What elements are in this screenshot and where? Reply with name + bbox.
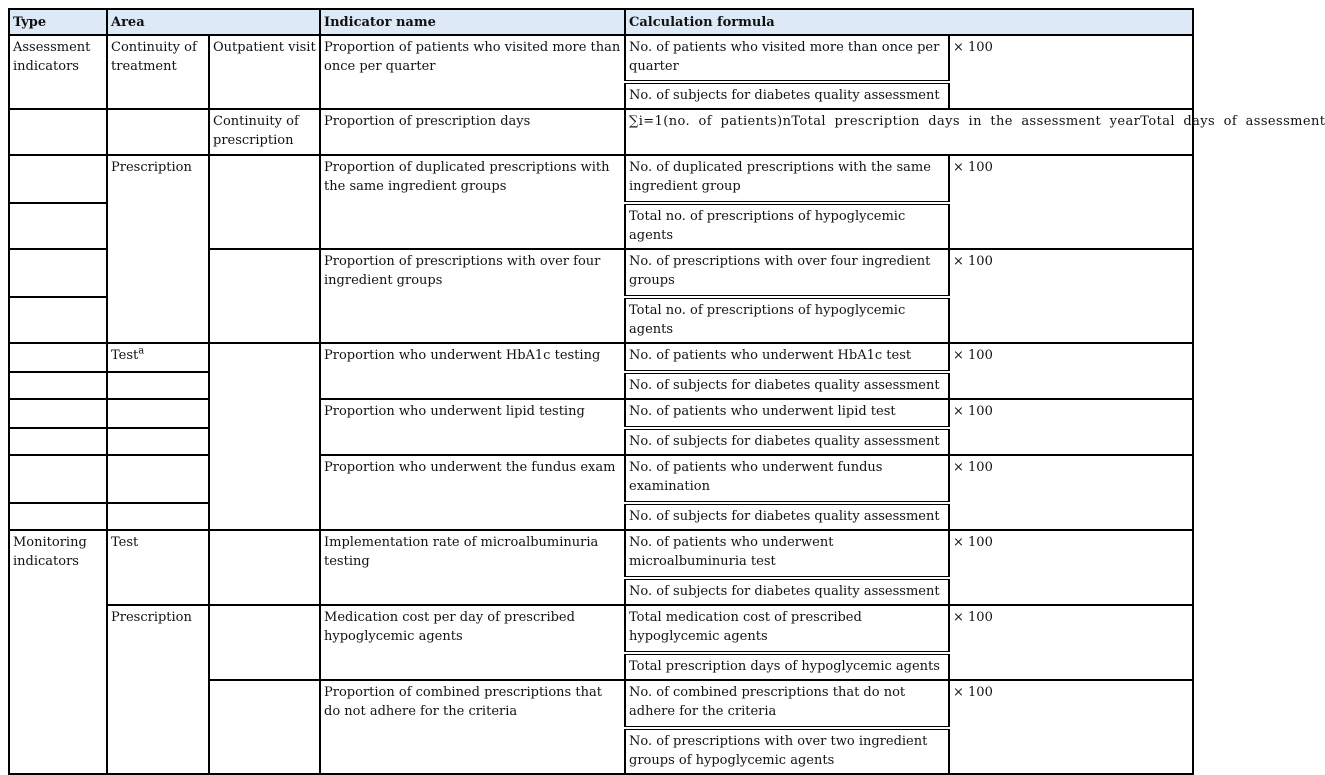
empty-cell [9,372,107,399]
table-row [9,605,1193,653]
formula-denominator: No. of subjects for diabetes quality assessment [625,428,949,455]
table-row [9,35,1193,82]
empty-cell [9,503,107,530]
formula-summation: ∑i=1(no. of patients)nTotal prescription days in the assessment yearTotal days of assessment [625,109,1193,155]
header-area: Area [107,9,320,35]
formula-numerator: No. of patients who visited more than once per quarter [625,35,949,82]
indicators-table [8,8,1325,775]
table-row [9,399,1193,428]
formula-multiplier: × 100 [949,455,1193,530]
header-row [9,9,1193,35]
empty-cell [107,503,209,530]
empty-cell [209,155,320,249]
empty-cell [107,109,209,155]
formula-denominator: No. of subjects for diabetes quality assessment [625,372,949,399]
area-prescription: Prescription [107,155,209,343]
empty-cell [209,530,320,605]
indicator-name: Medication cost per day of prescribed hypoglycemic agents [320,605,625,680]
header-type: Type [9,9,107,35]
indicator-name: Proportion of prescriptions with over four ingredient groups [320,249,625,343]
header-calculation-formula: Calculation formula [625,9,1193,35]
formula-multiplier: × 100 [949,399,1193,455]
empty-cell [107,455,209,503]
area-test-monitoring: Test [107,530,209,605]
formula-denominator: Total prescription days of hypoglycemic agents [625,653,949,680]
area-outpatient-visit: Outpatient visit [209,35,320,109]
formula-numerator: No. of patients who underwent microalbuminuria test [625,530,949,578]
indicator-name: Proportion of prescription days [320,109,625,155]
formula-denominator: No. of subjects for diabetes quality assessment [625,503,949,530]
formula-denominator: No. of subjects for diabetes quality assessment [625,82,949,109]
table-row [9,109,1193,155]
empty-cell [9,399,107,428]
area-test-label: Test [111,348,139,363]
empty-cell [9,155,107,203]
formula-multiplier: × 100 [949,343,1193,399]
formula-numerator: No. of prescriptions with over four ingredient groups [625,249,949,297]
formula-numerator: No. of combined prescriptions that do not adhere for the criteria [625,680,949,728]
indicator-name: Proportion of patients who visited more than once per quarter [320,35,625,109]
empty-cell [9,297,107,343]
empty-cell [107,428,209,455]
formula-denominator: No. of prescriptions with over two ingredient groups of hypoglycemic agents [625,728,949,774]
formula-multiplier: × 100 [949,680,1193,774]
formula-multiplier: × 100 [949,605,1193,680]
area-prescription-monitoring: Prescription [107,605,209,774]
formula-numerator: Total medication cost of prescribed hypoglycemic agents [625,605,949,653]
formula-multiplier: × 100 [949,249,1193,343]
header-indicator-name: Indicator name [320,9,625,35]
formula-numerator: No. of duplicated prescriptions with the same ingredient group [625,155,949,203]
empty-cell [9,455,107,503]
formula-multiplier: × 100 [949,35,1193,109]
formula-numerator: No. of patients who underwent HbA1c test [625,343,949,372]
area-continuity-of-prescription: Continuity of prescription [209,109,320,155]
empty-cell [209,249,320,343]
indicator-name: Proportion who underwent HbA1c testing [320,343,625,399]
indicator-name: Proportion who underwent the fundus exam [320,455,625,530]
empty-cell [209,680,320,774]
formula-numerator: No. of patients who underwent fundus examination [625,455,949,503]
footnote-marker: a [138,345,145,357]
empty-cell [9,203,107,249]
indicator-name: Implementation rate of microalbuminuria testing [320,530,625,605]
type-assessment: Assessment indicators [9,35,107,109]
indicator-name: Proportion of duplicated prescriptions with the same ingredient groups [320,155,625,249]
formula-denominator: No. of subjects for diabetes quality assessment [625,578,949,605]
empty-cell [107,399,209,428]
table-row [9,343,1193,372]
formula-multiplier: × 100 [949,155,1193,249]
table-row [9,455,1193,503]
table-row [9,530,1193,578]
empty-cell [209,343,320,530]
formula-numerator: No. of patients who underwent lipid test [625,399,949,428]
area-test [107,343,209,372]
type-monitoring: Monitoring indicators [9,530,107,774]
empty-cell [9,343,107,372]
formula-multiplier: × 100 [949,530,1193,605]
empty-cell [9,109,107,155]
indicator-name: Proportion of combined prescriptions that do not adhere for the criteria [320,680,625,774]
area-continuity-of-treatment: Continuity of treatment [107,35,209,109]
formula-denominator: Total no. of prescriptions of hypoglycemic agents [625,203,949,249]
empty-cell [209,605,320,680]
empty-cell [107,372,209,399]
table-row [9,155,1193,203]
empty-cell [9,249,107,297]
indicator-name: Proportion who underwent lipid testing [320,399,625,455]
empty-cell [9,428,107,455]
formula-denominator: Total no. of prescriptions of hypoglycemic agents [625,297,949,343]
